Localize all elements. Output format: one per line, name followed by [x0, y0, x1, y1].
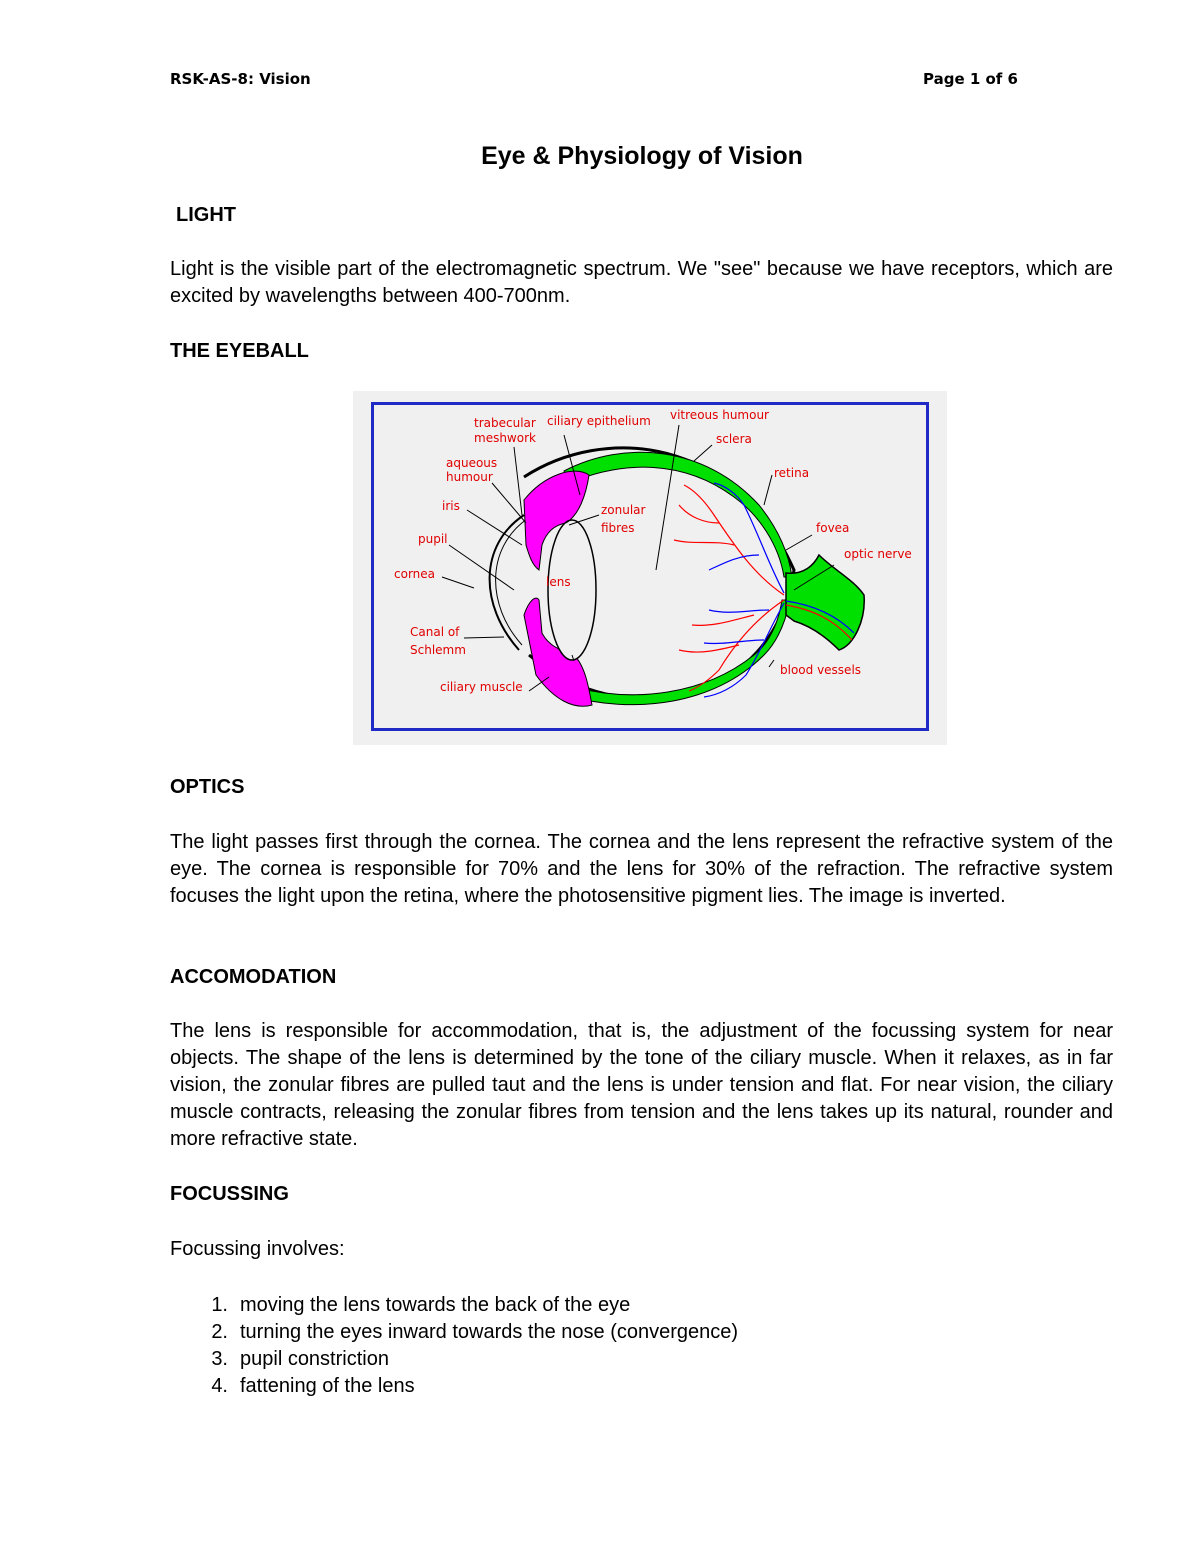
retina-layer-top [564, 452, 792, 577]
label-cornea: cornea [394, 567, 436, 581]
list-item: 3. pupil constriction [211, 1348, 389, 1370]
heading-focussing: FOCUSSING [170, 1183, 289, 1205]
heading-eyeball: THE EYEBALL [170, 340, 309, 362]
label-fibres: fibres [601, 521, 635, 535]
label-fovea: fovea [816, 521, 850, 535]
label-zonular: zonular [601, 503, 646, 517]
header-page-number: Page 1 of 6 [923, 70, 1018, 88]
label-sclera: sclera [716, 432, 752, 446]
label-humour: humour [446, 470, 493, 484]
label-retina: retina [774, 466, 810, 480]
label-pupil: pupil [418, 532, 448, 546]
eye-cross-section [374, 405, 926, 728]
optic-nerve [786, 555, 864, 650]
label-optic-nerve: optic nerve [844, 547, 912, 561]
label-meshwork: meshwork [474, 431, 536, 445]
label-blood-vessels: blood vessels [780, 663, 862, 677]
heading-accomodation: ACCOMODATION [170, 966, 337, 988]
header-doc-code: RSK-AS-8: Vision [170, 70, 311, 88]
list-item: 2. turning the eyes inward towards the nose (convergence) [211, 1321, 739, 1343]
label-ciliary-epithelium: ciliary epithelium [547, 414, 651, 428]
list-item: 4. fattening of the lens [211, 1375, 415, 1397]
label-canal-of: Canal of [410, 625, 460, 639]
eye-anatomy-diagram [353, 391, 947, 745]
lens [548, 520, 596, 660]
list-item: 1. moving the lens towards the back of the eye [211, 1294, 631, 1316]
running-header [170, 70, 1018, 90]
label-aqueous: aqueous [446, 456, 498, 470]
heading-light: LIGHT [176, 204, 236, 226]
label-trabecular: trabecular [474, 416, 536, 430]
label-schlemm: Schlemm [410, 643, 466, 657]
label-ciliary-muscle: ciliary muscle [440, 680, 523, 694]
label-vitreous-humour: vitreous humour [670, 408, 769, 422]
heading-optics: OPTICS [170, 776, 245, 798]
label-iris: iris [442, 499, 460, 513]
focussing-intro: Focussing involves: [170, 1238, 345, 1260]
paragraph-accomodation: The lens is responsible for accommodation, that is, the adjustment of the focussing system for near objects. The shape of the lens is determined by the tone of the ciliary muscle. When it relaxes, as in far vision, the zonular fibres are pulled taut and the lens is under tension and flat. For near vision, the ciliary muscle contracts, releasing the zonular fibres from tension and the lens takes up its natural, rounder and more refractive state. [170, 1020, 1113, 1150]
paragraph-light: Light is the visible part of the electromagnetic spectrum. We "see" because we have receptors, which are excited by wavelengths between 400-700nm. [170, 258, 1113, 307]
focussing-steps-list [200, 1292, 738, 1400]
paragraph-optics: The light passes first through the cornea. The cornea and the lens represent the refractive system of the eye. The cornea is responsible for 70% and the lens for 30% of the refraction. The refractive system focuses the light upon the retina, where the photosensitive pigment lies. The image is inverted. [170, 831, 1113, 907]
label-lens: lens [546, 575, 571, 589]
document-title: Eye & Physiology of Vision [481, 142, 803, 170]
